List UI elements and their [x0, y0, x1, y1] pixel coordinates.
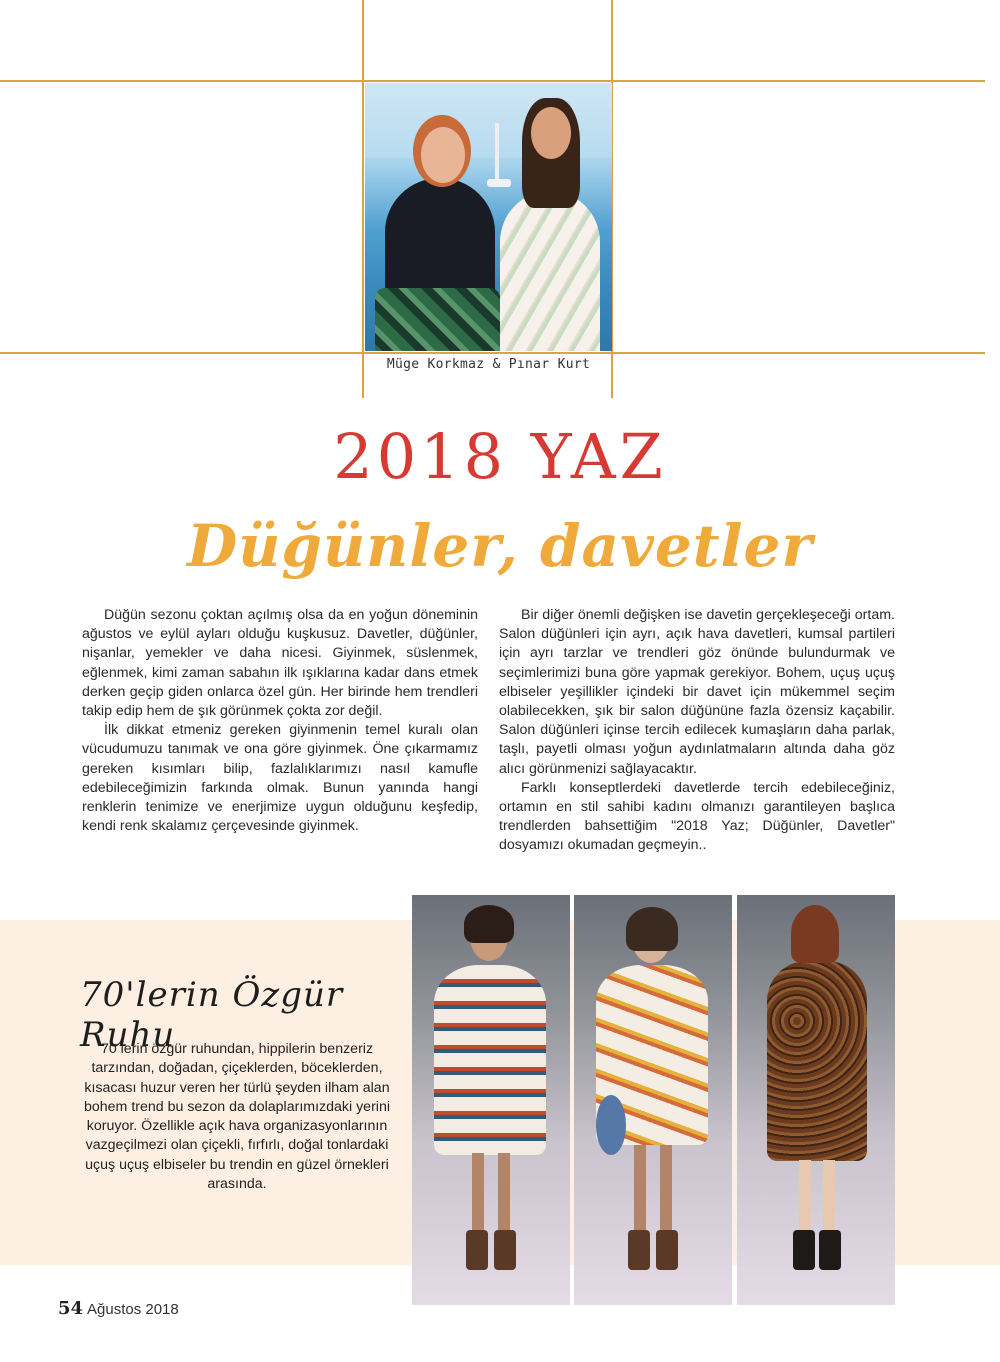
runway-photo-1 [412, 895, 570, 1305]
runway-photo-2 [574, 895, 732, 1305]
photo-caption: Müge Korkmaz & Pınar Kurt [386, 357, 591, 372]
paragraph: Düğün sezonu çoktan açılmış olsa da en yoğun döneminin ağustos ve eylül ayları olduğu kuşkusuz. Davetler, düğünler, nişanlar, yemekler ve daha nicesi. Giyinmek, süslenmek, eğlenmek, kimi zaman sabahın ilk ışıklarına kadar dans etmek derken geçip giden onlarca özel gün. Her birinde hem trendleri takip edip hem de şık görünmek çokta zor değil. [82, 607, 478, 720]
headline-primary: 2018 YAZ [333, 420, 667, 493]
portrait-photo [365, 83, 612, 351]
article-column-right [499, 606, 895, 856]
person-right [500, 191, 600, 351]
paragraph: İlk dikkat etmeniz gereken giyinmenin temel kuralı olan vücudumuzu tanımak ve ona göre giyinmek. Öne çıkarmamız gereken kısımları bilip, fazlalıklarımızı nasıl kamufle edebileceğimizin farkında olmak. Bunun yanında hangi renklerin tenimize ve enerjimize uygun olduğunu keşfedip, kendi renk skalamız çerçevesinde giyinmek. [82, 722, 478, 835]
frame-line-top [0, 80, 985, 82]
runway-photo-3 [737, 895, 895, 1305]
frame-line-middle [0, 352, 985, 354]
issue-date: Ağustos 2018 [87, 1301, 179, 1318]
frame-line-left [362, 0, 364, 398]
paragraph: Farklı konseptlerdeki davetlerde tercih edebileceğiniz, ortamın en stil sahibi kadını olmanızı garantileyen başlıca trendlerden bahsettiğim "2018 Yaz; Düğünler, Davetler" dosyamızı okumadan geçmeyin.. [499, 779, 895, 854]
article-column-left [82, 606, 478, 836]
headline-secondary: Düğünler, davetler [186, 512, 814, 580]
feature-text: 70 lerin özgür ruhundan, hippilerin benzeriz tarzından, doğadan, çiçeklerden, böceklerden, kısacası huzur veren her türlü şeyden ilham alan bohem trend bu sezon da dolaplarımızdaki yerini koruyor. Özellikle açık hava organizasyonlarının vazgeçilmezi olan çiçekli, fırfırlı, doğal tonlardaki uçuş uçuş elbiseler bu trendin en güzel örnekleri arasında. [84, 1041, 390, 1193]
paragraph: Bir diğer önemli değişken ise davetin gerçekleşeceği ortam. Salon düğünleri için ayrı, açık hava davetleri, kumsal partileri için ayrı tarzlar ve trendleri göz önünde bulundurmak ve seçimlerimizi buna göre yapmak gerekiyor. Bohem, uçuş uçuş elbiseler yeşillikler içindeki bir davet için mükemmel seçim olabilecekken, şık bir salon düğününe fazla özensiz kaçabilir. Salon düğünleri içinse tercih edilecek kumaşların daha parlak, taşlı, payetli olması yoğun aydınlatmaların altında daha göz alıcı görünmenizi sağlayacaktır. [499, 607, 895, 777]
page-number: 54 [58, 1298, 84, 1319]
feature-title: 70'lerin Özgür Ruhu [80, 975, 344, 1055]
